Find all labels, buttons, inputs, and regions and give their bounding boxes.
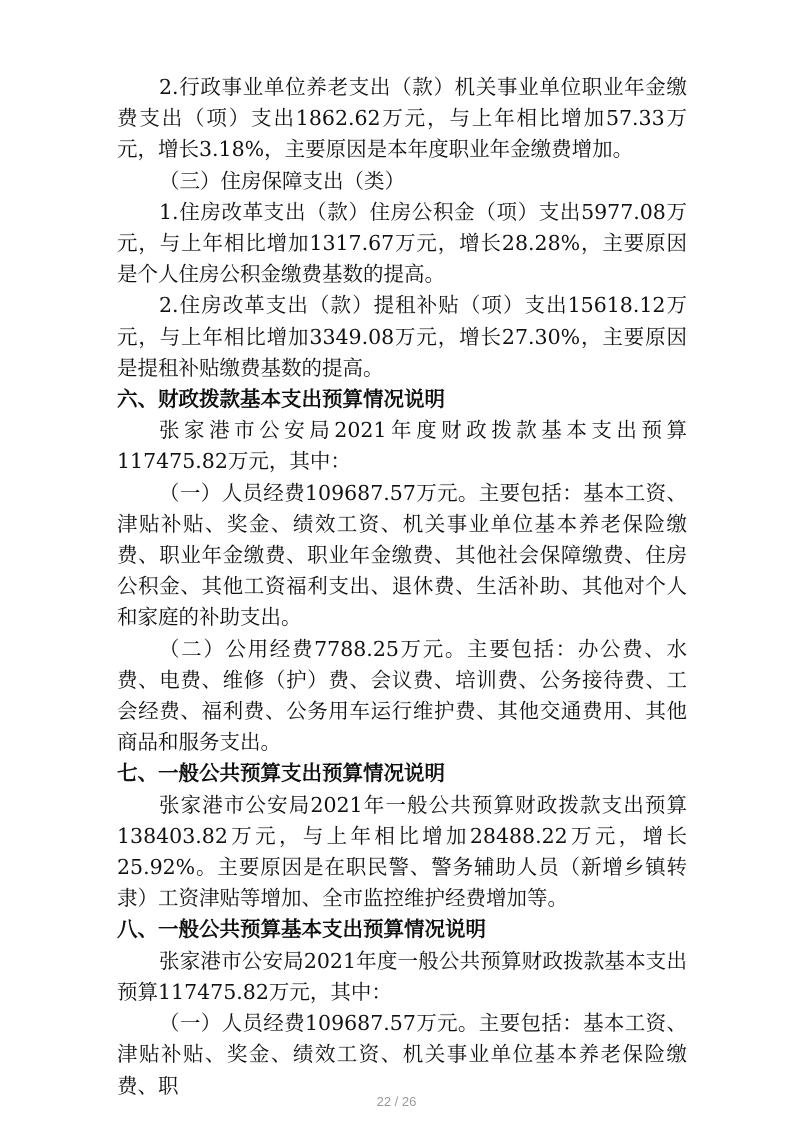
section-heading: 八、一般公共预算基本支出预算情况说明 — [117, 917, 486, 942]
paragraph: 1.住房改革支出（款）住房公积金（项）支出5977.08万元，与上年相比增加1317.67万元，增长28.28%，主要原因是个人住房公积金缴费基数的提高。 — [117, 199, 687, 287]
paragraph: （一）人员经费109687.57万元。主要包括：基本工资、津贴补贴、奖金、绩效工资、机关事业单位基本养老保险缴费、职业年金缴费、职业年金缴费、其他社会保障缴费、住房公积金、其他工资福利支出、退休费、生活补助、其他对个人和家庭的补助支出。 — [117, 480, 687, 630]
paragraph: （一）人员经费109687.57万元。主要包括：基本工资、津贴补贴、奖金、绩效工资、机关事业单位基本养老保险缴费、职 — [117, 1011, 687, 1098]
paragraph: 2.住房改革支出（款）提租补贴（项）支出15618.12万元，与上年相比增加3349.08万元，增长27.30%，主要原因是提租补贴缴费基数的提高。 — [117, 293, 687, 380]
page-number: 22 / 26 — [376, 1094, 417, 1109]
paragraph: 张家港市公安局2021年一般公共预算财政拨款支出预算138403.82万元，与上年相比增加28488.22万元，增长25.92%。主要原因是在职民警、警务辅助人员（新增乡镇转隶）工资津贴等增加、全市监控维护经费增加等。 — [117, 792, 687, 911]
subsection-title: （三）住房保障支出（类） — [159, 168, 405, 193]
paragraph: （二）公用经费7788.25万元。主要包括：办公费、水费、电费、维修（护）费、会议费、培训费、公务接待费、工会经费、福利费、公务用车运行维护费、其他交通费用、其他商品和服务支出。 — [117, 636, 687, 755]
paragraph: 张家港市公安局2021年度财政拨款基本支出预算117475.82万元，其中： — [117, 418, 687, 474]
section-heading: 七、一般公共预算支出预算情况说明 — [117, 761, 445, 786]
section-heading: 六、财政拨款基本支出预算情况说明 — [117, 387, 445, 412]
paragraph: 张家港市公安局2021年度一般公共预算财政拨款基本支出预算117475.82万元，其中： — [117, 948, 687, 1004]
paragraph: 2.行政事业单位养老支出（款）机关事业单位职业年金缴费支出（项）支出1862.62万元，与上年相比增加57.33万元，增长3.18%，主要原因是本年度职业年金缴费增加。 — [117, 75, 687, 162]
document-body — [117, 72, 687, 1102]
